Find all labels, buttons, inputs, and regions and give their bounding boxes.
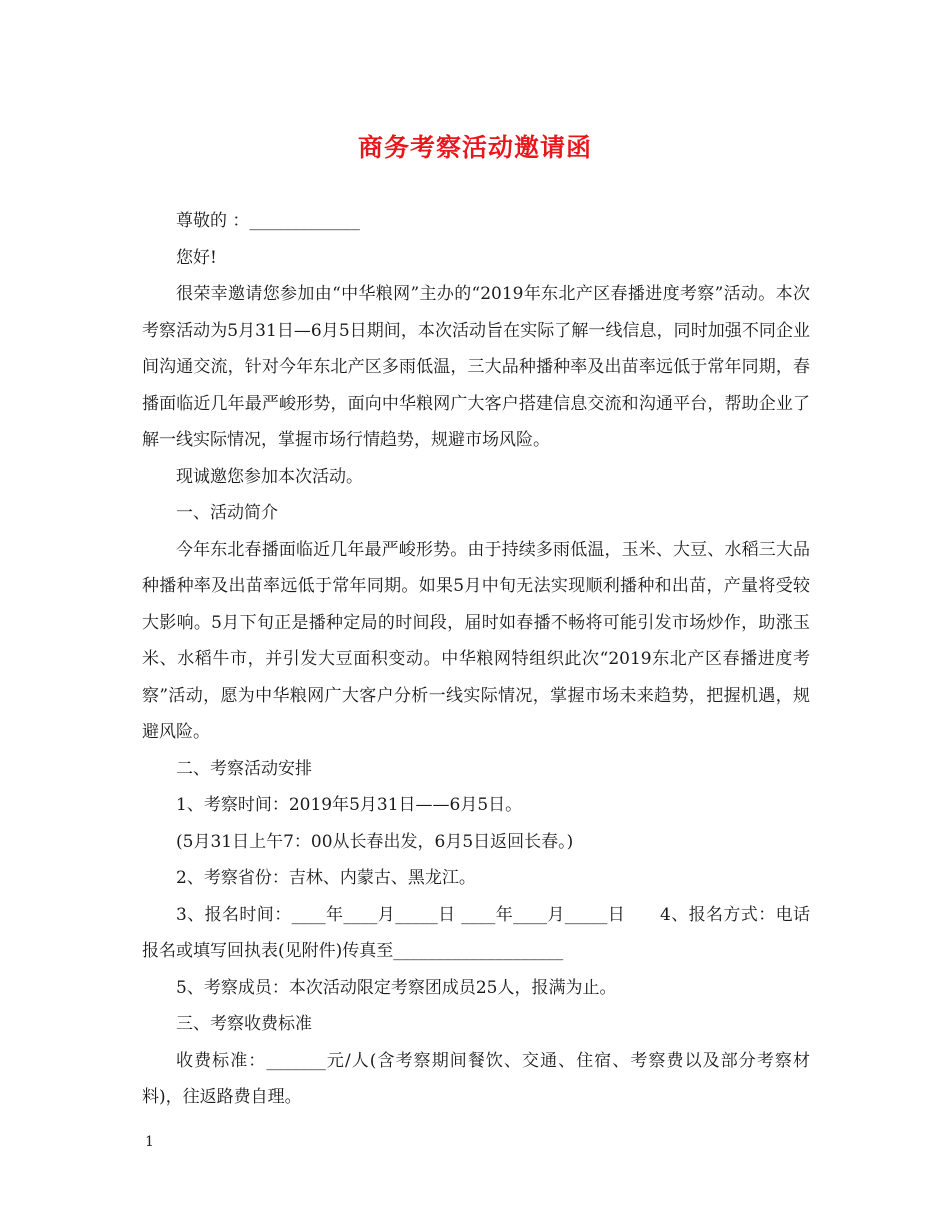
team-members: 5、考察成员：本次活动限定考察团成员25人，报满为止。 [176,977,617,998]
activity-intro-paragraph: 今年东北春播面临近几年最严峻形势。由于持续多雨低温，玉米、大豆、水稻三大品种播种率及出苗率远低于常年同期。如果5月中旬无法实现顺利播种和出苗，产量将受较大影响。5月下旬正是播种定局的时间段，届时如春播不畅将可能引发市场炒作，助涨玉米、水稻牛市，并引发大豆面积变动。中华粮网特组织此次“2019东北产区春播进度考察”活动，愿为中华粮网广大客户分析一线实际情况，掌握市场未来趋势，把握机遇，规避风险。 [142,539,810,742]
invitation-closing: 现诚邀您参加本次活动。 [176,466,363,487]
registration-info: 3、报名时间：____年____月_____日 ____年____月_____日 4、报名方式：电话报名或填写回执表(见附件)传真至____________________ [142,904,810,961]
schedule-provinces: 2、考察省份：吉林、内蒙古、黑龙江。 [176,868,476,888]
page-number: 1 [145,1134,154,1150]
fee-standard: 收费标准：_______元/人(含考察期间餐饮、交通、住宿、考察费以及部分考察材料)，往返路费自理。 [142,1050,810,1107]
salutation: 尊敬的 ：_____________ [176,211,360,231]
document-title: 商务考察活动邀请函 [357,133,592,162]
invitation-paragraph: 很荣幸邀请您参加由“中华粮网”主办的“2019年东北产区春播进度考察”活动。本次考察活动为5月31日—6月5日期间，本次活动旨在实际了解一线信息，同时加强不同企业间沟通交流，针对今年东北产区多雨低温，三大品种播种率及出苗率远低于常年同期，春播面临近几年最严峻形势，面向中华粮网广大客户搭建信息交流和沟通平台，帮助企业了解一线实际情况，掌握市场行情趋势，规避市场风险。 [142,284,810,450]
schedule-note: (5月31日上午7：00从长春出发，6月5日返回长春。) [176,831,574,852]
section-heading-2: 二、考察活动安排 [176,758,312,779]
section-heading-1: 一、活动简介 [176,503,278,523]
section-heading-3: 三、考察收费标准 [176,1014,312,1034]
schedule-time: 1、考察时间：2019年5月31日——6月5日。 [176,795,523,815]
greeting: 您好! [176,247,217,268]
document-body [142,203,810,1116]
